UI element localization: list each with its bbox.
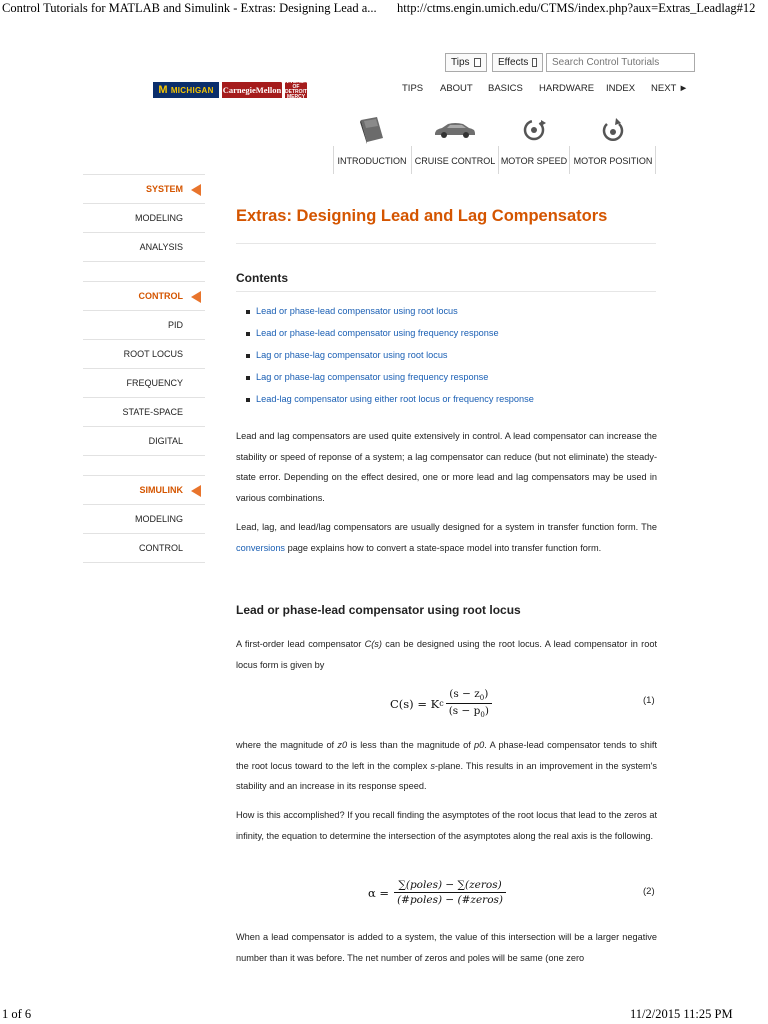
toc-item[interactable]: [246, 394, 534, 416]
print-page-url: http://ctms.engin.umich.edu/CTMS/index.php?aux=Extras_Leadlag#12: [397, 1, 756, 15]
toc-link[interactable]: Lead-lag compensator using either root locus or frequency response: [256, 394, 534, 404]
sidebar-item-frequency[interactable]: [83, 368, 205, 397]
equation-denominator: [446, 703, 492, 719]
toc-item[interactable]: [246, 328, 534, 350]
equation-fraction: [446, 688, 492, 719]
triangle-left-icon: [191, 291, 201, 303]
symbol-p0: p0: [474, 740, 485, 750]
equation-number: (2): [643, 886, 655, 897]
toc-link[interactable]: Lag or phase-lag compensator using root locus: [256, 350, 448, 360]
equation-number: (1): [643, 695, 655, 706]
toc-link[interactable]: Lead or phase-lead compensator using root locus: [256, 306, 458, 316]
sidebar-header-label: SYSTEM: [145, 184, 183, 194]
equation-fraction: [394, 879, 506, 906]
bullet-icon: [246, 332, 250, 336]
effects-toggle[interactable]: [492, 53, 543, 72]
conversions-link[interactable]: conversions: [236, 542, 286, 553]
sidebar: [83, 174, 205, 563]
nav-index[interactable]: INDEX: [606, 83, 636, 94]
intro-paragraph: Lead and lag compensators are used quite extensively in control. A lead compensator can increase the stability or speed of reponse of a system; a lag compensator can reduce (but not eliminate) the steady-state error. Depending on the effect desired, one or more lead and lag compensators may be used in various combinations.: [236, 431, 657, 503]
print-page-number: 1 of 6: [2, 1007, 32, 1021]
sidebar-item-digital[interactable]: [83, 426, 205, 455]
equation-subscript: c: [439, 699, 444, 709]
category-introduction[interactable]: [327, 110, 417, 166]
carnegie-mellon-logo-text: CarnegieMellon: [222, 85, 282, 95]
sidebar-item-simulink-control[interactable]: [83, 533, 205, 562]
sidebar-item-simulink-modeling[interactable]: [83, 504, 205, 533]
sidebar-header-control[interactable]: [83, 281, 205, 310]
print-datetime: 11/2/2015 11:25 PM: [630, 1007, 733, 1021]
category-label: CRUISE CONTROL: [414, 156, 496, 166]
tips-label: Tips: [451, 57, 470, 68]
numerator-end: ): [484, 688, 489, 700]
carnegie-mellon-logo[interactable]: [222, 82, 282, 98]
lead-effect-paragraph: [236, 735, 657, 797]
sidebar-item-label: PID: [167, 320, 183, 330]
sidebar-item-state-space[interactable]: [83, 397, 205, 426]
paragraph-text: where the magnitude of: [236, 740, 338, 750]
sidebar-item-label: MODELING: [134, 514, 183, 524]
paragraph-text: is less than the magnitude of: [347, 740, 475, 750]
nav-basics[interactable]: BASICS: [488, 83, 523, 94]
toc-item[interactable]: [246, 350, 534, 372]
print-header: [0, 0, 768, 18]
toc-item[interactable]: [246, 372, 534, 394]
equation-lhs: α =: [368, 885, 390, 900]
sidebar-item-analysis[interactable]: [83, 232, 205, 261]
sidebar-item-root-locus[interactable]: [83, 339, 205, 368]
equation-denominator: (#poles) − (#zeros): [394, 892, 506, 906]
paragraph-text: A first-order lead compensator: [236, 639, 365, 649]
michigan-logo-text: MICHIGAN: [170, 85, 214, 95]
sidebar-header-label: CONTROL: [138, 291, 183, 301]
sidebar-item-label: DIGITAL: [148, 436, 183, 446]
detroit-mercy-logo-text: UNIVERSITY OF DETROIT MERCY: [281, 79, 312, 100]
paragraph-text: page explains how to convert a state-space model into transfer function form.: [285, 542, 602, 553]
sidebar-header-system[interactable]: [83, 174, 205, 203]
print-page-title: Control Tutorials for MATLAB and Simulink - Extras: Designing Lead a...: [2, 1, 377, 15]
bullet-icon: [246, 398, 250, 402]
paragraph-text: Lead, lag, and lead/lag compensators are usually designed for a system in transfer function form. The: [236, 522, 657, 532]
contents-divider: [236, 291, 656, 292]
triangle-left-icon: [191, 485, 201, 497]
effects-checkbox[interactable]: [532, 58, 537, 67]
sidebar-spacer: [83, 455, 205, 475]
car-icon: [410, 110, 500, 150]
book-icon: [327, 110, 417, 150]
numerator-text: (s − z: [449, 688, 480, 700]
sidebar-item-label: MODELING: [134, 213, 183, 223]
nav-next[interactable]: NEXT ►: [651, 83, 689, 94]
category-cruise-control[interactable]: [410, 110, 500, 166]
tips-toggle[interactable]: [445, 53, 487, 72]
sidebar-item-label: FREQUENCY: [126, 378, 183, 388]
sidebar-spacer: [83, 261, 205, 281]
equation-numerator: [446, 688, 491, 703]
sidebar-item-modeling[interactable]: [83, 203, 205, 232]
sidebar-item-label: ANALYSIS: [139, 242, 183, 252]
title-divider: [236, 243, 656, 244]
detroit-mercy-logo[interactable]: [281, 79, 312, 100]
section-heading-lead-root-locus: Lead or phase-lead compensator using root locus: [236, 603, 521, 617]
equation-1: [390, 688, 494, 719]
conversion-paragraph: [236, 517, 657, 558]
bullet-icon: [246, 354, 250, 358]
nav-tips[interactable]: TIPS: [402, 83, 424, 94]
denominator-end: ): [484, 705, 489, 718]
intersection-paragraph: When a lead compensator is added to a system, the value of this intersection will be a larger negative number than it was before. The net number of zeros and poles will be same (one zero: [236, 932, 657, 963]
sidebar-item-label: CONTROL: [138, 543, 183, 553]
nav-hardware[interactable]: HARDWARE: [539, 83, 595, 94]
sidebar-header-simulink[interactable]: [83, 475, 205, 504]
effects-label: Effects: [498, 57, 529, 68]
denominator-sub: 0: [480, 711, 485, 720]
equation-lhs: C(s) = K: [390, 696, 440, 711]
symbol-s: s: [430, 760, 435, 771]
numerator-sub: 0: [479, 694, 485, 703]
motor-position-icon: [568, 110, 658, 150]
symbol-cs: C(s): [364, 639, 382, 649]
contents-heading: Contents: [236, 271, 288, 285]
category-label: MOTOR SPEED: [500, 156, 568, 166]
sidebar-header-label: SIMULINK: [139, 485, 183, 495]
toc-item[interactable]: [246, 306, 534, 328]
symbol-z0: z0: [337, 740, 348, 750]
print-footer: [0, 1007, 768, 1023]
search-input[interactable]: [546, 53, 695, 72]
paragraph-text: -plane. This results in an improvement in the system's stability and an increase in its response speed.: [236, 760, 657, 791]
paragraph-text: can be designed using the root locus. A lead compensator in root locus form is given by: [236, 639, 657, 670]
denominator-text: (s − p: [448, 705, 481, 718]
sidebar-item-pid[interactable]: [83, 310, 205, 339]
category-motor-speed[interactable]: [489, 110, 579, 166]
table-of-contents: [246, 306, 534, 416]
triangle-left-icon: [191, 184, 201, 196]
paragraph-text: . A phase-lead compensator tends to shift the root locus toward to the left in the complex: [236, 740, 658, 771]
toc-link[interactable]: Lead or phase-lead compensator using frequency response: [256, 328, 499, 338]
michigan-logo-mark: M: [158, 84, 168, 96]
sidebar-bottom-divider: [83, 562, 205, 563]
motor-speed-icon: [489, 110, 579, 150]
lead-intro-paragraph: [236, 634, 657, 675]
tips-checkbox[interactable]: [474, 58, 481, 67]
category-label: INTRODUCTION: [337, 156, 407, 166]
equation-numerator: ∑(poles) − ∑(zeros): [398, 879, 502, 891]
equation-2: [368, 879, 508, 906]
nav-about[interactable]: ABOUT: [440, 83, 473, 94]
toc-link[interactable]: Lag or phase-lag compensator using frequency response: [256, 372, 489, 382]
bullet-icon: [246, 376, 250, 380]
category-label: MOTOR POSITION: [573, 156, 653, 166]
michigan-logo[interactable]: [153, 82, 219, 98]
sidebar-item-label: ROOT LOCUS: [123, 349, 183, 359]
page-title: Extras: Designing Lead and Lag Compensators: [236, 207, 608, 225]
bullet-icon: [246, 310, 250, 314]
sidebar-item-label: STATE-SPACE: [122, 407, 183, 417]
category-motor-position[interactable]: [568, 110, 658, 166]
asymptote-paragraph: How is this accomplished? If you recall finding the asymptotes of the root locus that lead to the zeros at infinity, the equation to determine the intersection of the asymptotes along the real axis is the following.: [236, 810, 657, 841]
